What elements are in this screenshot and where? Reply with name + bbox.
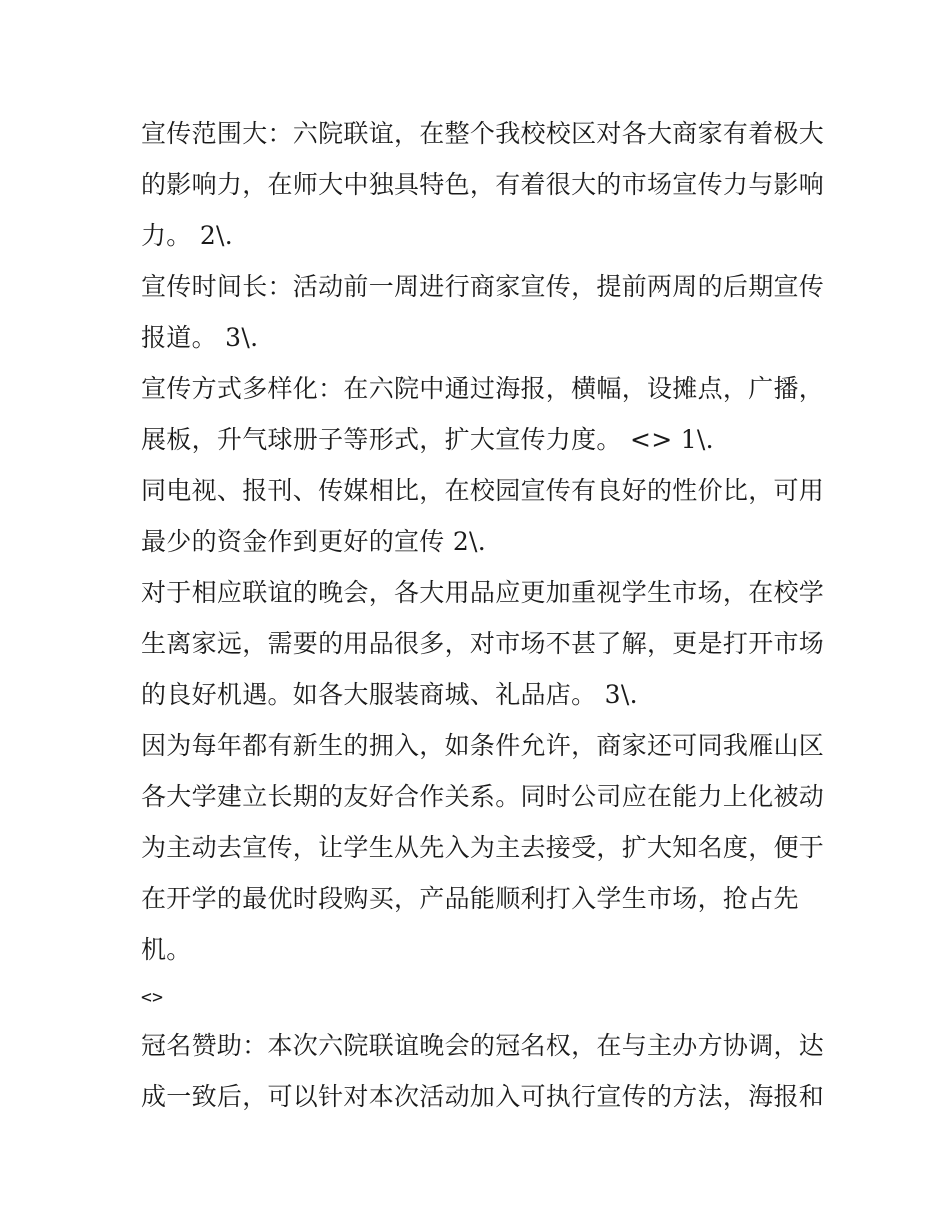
text-line: 宣传方式多样化：在六院中通过海报，横幅，设摊点，广播， <box>141 374 825 403</box>
text-line: 生离家远，需要的用品很多，对市场不甚了解，更是打开市场 <box>141 629 825 658</box>
text-line: 机。 <box>141 935 192 964</box>
text-line: 宣传范围大：六院联谊，在整个我校校区对各大商家有着极大 <box>141 119 825 148</box>
document-body <box>141 108 841 1122</box>
text-line: 各大学建立长期的友好合作关系。同时公司应在能力上化被动 <box>141 782 825 811</box>
text-line: 成一致后，可以针对本次活动加入可执行宣传的方法，海报和 <box>141 1082 825 1111</box>
text-line: 最少的资金作到更好的宣传 2\. <box>141 527 487 556</box>
text-line: 的良好机遇。如各大服装商城、礼品店。 3\. <box>141 680 638 709</box>
text-line: 报道。 3\. <box>141 323 259 352</box>
text-line: 在开学的最优时段购买，产品能顺利打入学生市场，抢占先 <box>141 884 799 913</box>
text-line: 为主动去宣传，让学生从先入为主去接受，扩大知名度，便于 <box>141 833 825 862</box>
text-line: 同电视、报刊、传媒相比，在校园宣传有良好的性价比，可用 <box>141 476 825 505</box>
text-line: 宣传时间长：活动前一周进行商家宣传，提前两周的后期宣传 <box>141 272 825 301</box>
text-line: 力。 2\. <box>141 221 234 250</box>
text-line: 的影响力，在师大中独具特色，有着很大的市场宣传力与影响 <box>141 170 825 199</box>
text-line: 对于相应联谊的晚会，各大用品应更加重视学生市场，在校学 <box>141 578 825 607</box>
text-line: 展板，升气球册子等形式，扩大宣传力度。 <> 1\. <box>141 425 714 454</box>
text-line: 冠名赞助：本次六院联谊晚会的冠名权，在与主办方协调，达 <box>141 1031 825 1060</box>
text-line: 因为每年都有新生的拥入，如条件允许，商家还可同我雁山区 <box>141 731 825 760</box>
text-line: <> <box>141 987 164 1008</box>
